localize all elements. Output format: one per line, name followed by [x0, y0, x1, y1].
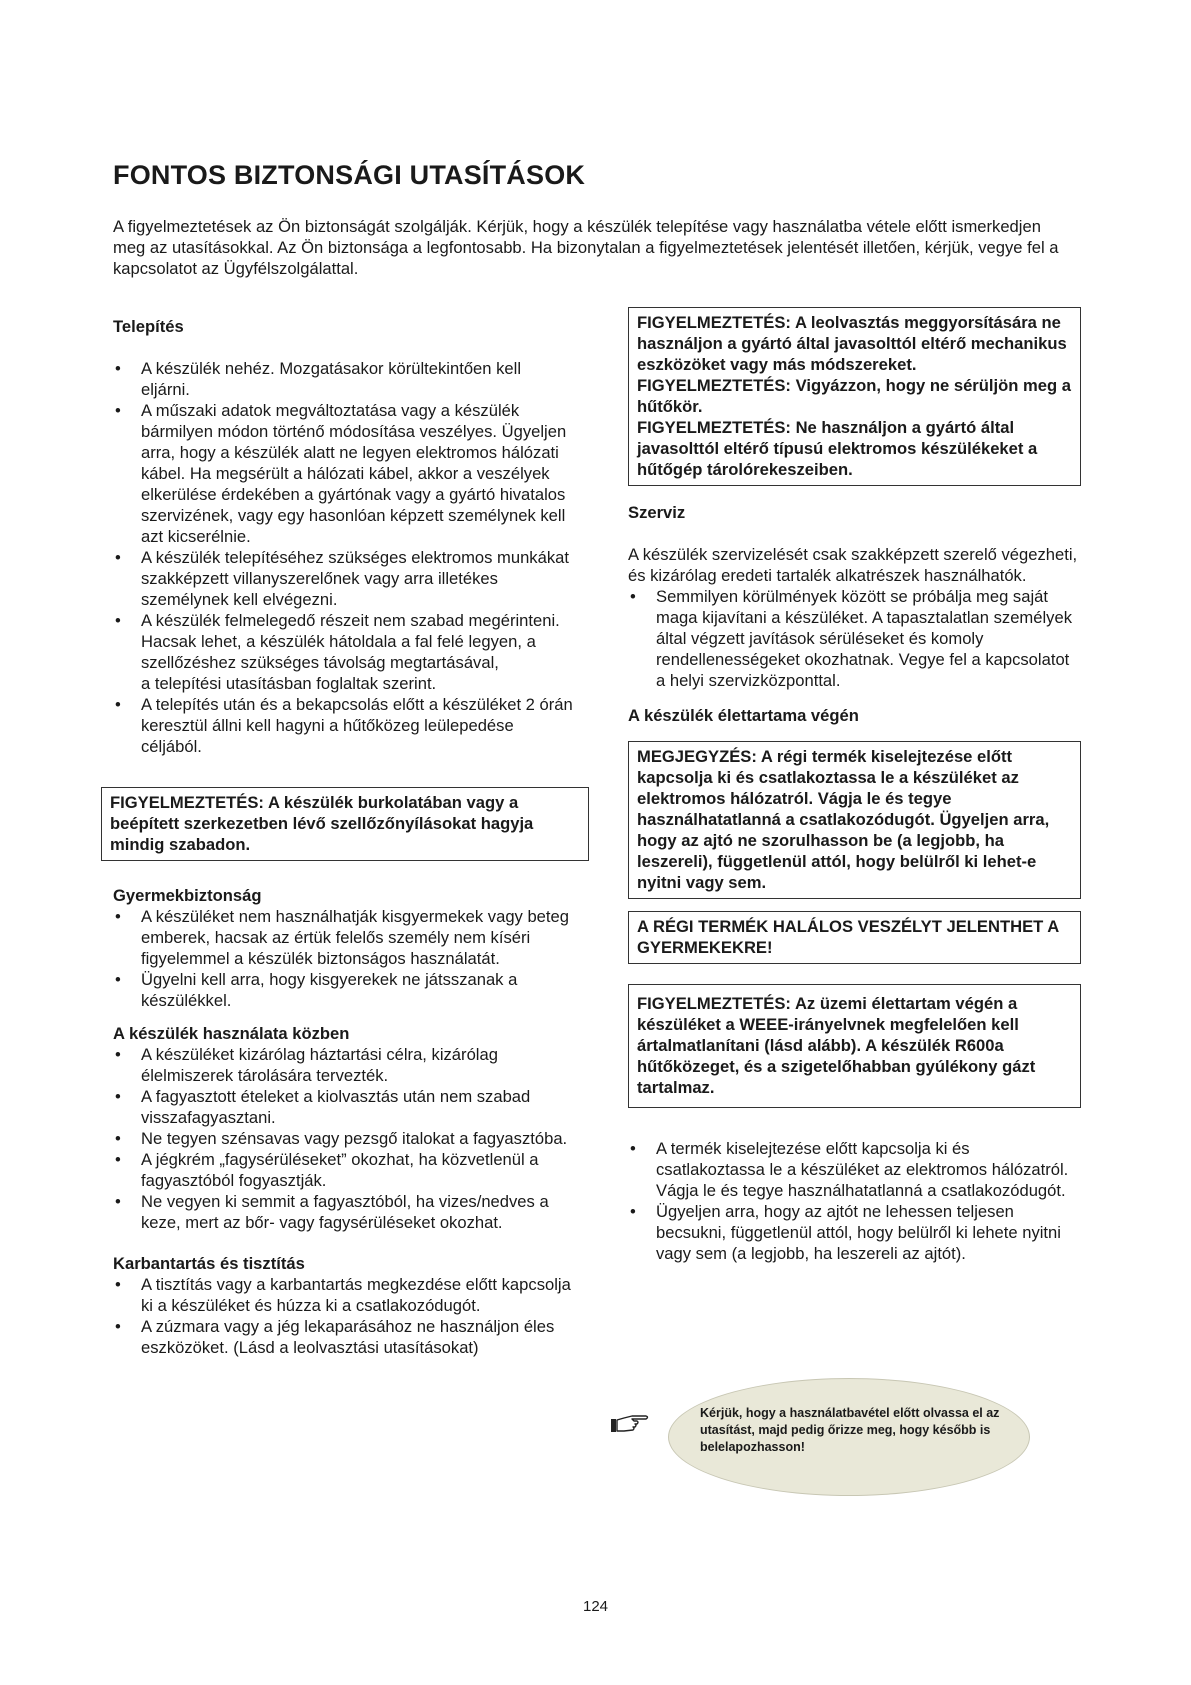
- list-item: • A zúzmara vagy a jég lekaparásához ne használjon éles eszközöket. (Lásd a leolvasztási utasításokat): [113, 1316, 573, 1358]
- section-heading-gyermek: Gyermekbiztonság: [113, 886, 262, 905]
- list-item: • Semmilyen körülmények között se próbálja meg saját maga kijavítani a készüléket. A tapasztalatlan személyek által végzett javítások sérüléseket és komoly rendellenességeket okozhatnak. Vegye fel a kapcsolatot a helyi szervizközponttal.: [628, 586, 1080, 691]
- list-item: • A telepítés után és a bekapcsolás előtt a készüléket 2 órán keresztül állni kell hagyni a hűtőközeg leülepedése céljából.: [113, 694, 573, 757]
- szerviz-paragraph: A készülék szervizelését csak szakképzett szerelő végezheti, és kizárólag eredeti tartalék alkatrészek használhatók.: [628, 545, 1078, 585]
- section-heading-telepites: Telepítés: [113, 317, 184, 336]
- gyermek-list: [113, 906, 573, 1011]
- disposal-list: [628, 1138, 1080, 1264]
- reminder-text: Kérjük, hogy a használatbavétel előtt olvassa el az utasítást, majd pedig őrizze meg, hogy később is belelapozhasson!: [700, 1406, 1000, 1454]
- pointing-hand-icon: [610, 1413, 650, 1435]
- warning-box-defrost: FIGYELMEZTETÉS: A leolvasztás meggyorsítására ne használjon a gyártó által javasolttól eltérő mechanikus eszközöket vagy más módszereket. FIGYELMEZTETÉS: Vigyázzon, hogy ne sérüljön meg a hűtőkör. FIGYELMEZTETÉS: Ne használjon a gyártó által javasolttól eltérő típusú elektromos készülékeket a hűtőgép tárolórekeszeiben.: [628, 307, 1081, 486]
- karbantartas-list: [113, 1274, 573, 1358]
- list-item: • A készülék telepítéséhez szükséges elektromos munkákat szakképzett villanyszerelőnek vagy arra illetékes személynek kell elvégezni.: [113, 547, 573, 610]
- list-item: • A tisztítás vagy a karbantartás megkezdése előtt kapcsolja ki a készüléket és húzza ki a csatlakozódugót.: [113, 1274, 573, 1316]
- list-item: • A készüléket nem használhatják kisgyermekek vagy beteg emberek, hacsak az értük felelős személy nem kíséri figyelemmel a készülék biztonságos használatát.: [113, 906, 573, 969]
- list-item: • A műszaki adatok megváltoztatása vagy a készülék bármilyen módon történő módosítása veszélyes. Ügyeljen arra, hogy a készülék alatt ne legyen elektromos hálózati kábel. Ha megsérült a hálózati kábel, akkor a veszélyek elkerülése érdekében a gyártónak vagy a gyártó hivatalos szervizének, vagy egy hasonlóan képzett személynek kell azt kicserélnie.: [113, 400, 573, 547]
- note-box-disposal: MEGJEGYZÉS: A régi termék kiselejtezése előtt kapcsolja ki és csatlakoztassa le a készüléket az elektromos hálózatról. Vágja le és tegye használhatatlanná a csatlakozódugót. Ügyeljen arra, hogy az ajtó ne szorulhasson be (a legjobb, ha leszereli), függetlenül attól, hogy belülről ki lehet-e nyitni vagy sem.: [628, 741, 1081, 899]
- list-item: • A jégkrém „fagysérüléseket” okozhat, ha közvetlenül a fagyasztóból fogyasztják.: [113, 1149, 573, 1191]
- page-number: 124: [582, 1598, 609, 1615]
- right-column: [628, 307, 1080, 1264]
- list-item: • Ügyelni kell arra, hogy kisgyerekek ne játsszanak a készülékkel.: [113, 969, 573, 1011]
- left-column: [110, 316, 573, 1358]
- warning-box-weee: FIGYELMEZTETÉS: Az üzemi élettartam végén a készüléket a WEEE-irányelvnek megfelelően kell ártalmatlanítani (lásd alább). A készülék R600a hűtőközeget, és a szigetelőhabban gyúlékony gázt tartalmaz.: [628, 984, 1081, 1108]
- section-heading-hasznalat: A készülék használata közben: [113, 1024, 350, 1043]
- list-item: • A készülék nehéz. Mozgatásakor körültekintően kell eljárni.: [113, 358, 573, 400]
- list-item: • Ügyeljen arra, hogy az ajtót ne lehessen teljesen becsukni, függetlenül attól, hogy belülről ki lehete nyitni vagy sem (a legjobb, ha leszereli az ajtót).: [628, 1201, 1080, 1264]
- hasznalat-list: [113, 1044, 573, 1233]
- warning-box-ventilation: FIGYELMEZTETÉS: A készülék burkolatában vagy a beépített szerkezetben lévő szellőzőnyílásokat hagyja mindig szabadon.: [101, 787, 589, 861]
- section-heading-karbantartas: Karbantartás és tisztítás: [113, 1254, 305, 1273]
- danger-box-children: A RÉGI TERMÉK HALÁLOS VESZÉLYT JELENTHET A GYERMEKEKRE!: [628, 911, 1081, 964]
- list-item: • A készülék felmelegedő részeit nem szabad megérinteni. Hacsak lehet, a készülék hátoldala a fal felé legyen, a szellőzéshez szükséges távolság megtartásával, a telepítési utasításban foglaltak szerint.: [113, 610, 573, 694]
- intro-paragraph: A figyelmeztetések az Ön biztonságát szolgálják. Kérjük, hogy a készülék telepítése vagy használatba vétele előtt ismerkedjen meg az utasításokkal. Az Ön biztonsága a legfontosabb. Ha bizonytalan a figyelmeztetések jelentését illetően, kérjük, vegye fel a kapcsolatot az Ügyfélszolgálattal.: [113, 217, 1059, 278]
- list-item: • A készüléket kizárólag háztartási célra, kizárólag élelmiszerek tárolására tervezték.: [113, 1044, 573, 1086]
- list-item: • A fagyasztott ételeket a kiolvasztás után nem szabad visszafagyasztani.: [113, 1086, 573, 1128]
- szerviz-list: [628, 586, 1080, 691]
- page-title: FONTOS BIZTONSÁGI UTASÍTÁSOK: [113, 160, 586, 190]
- section-heading-szerviz: Szerviz: [628, 503, 686, 522]
- list-item: • Ne vegyen ki semmit a fagyasztóból, ha vizes/nedves a keze, mert az bőr- vagy fagysérüléseket okozhat.: [113, 1191, 573, 1233]
- telepites-list: [113, 358, 573, 757]
- section-heading-elettartam: A készülék élettartama végén: [628, 706, 859, 725]
- list-item: • Ne tegyen szénsavas vagy pezsgő italokat a fagyasztóba.: [113, 1128, 573, 1149]
- list-item: • A termék kiselejtezése előtt kapcsolja ki és csatlakoztassa le a készüléket az elektromos hálózatról. Vágja le és tegye használhatatlanná a csatlakozódugót.: [628, 1138, 1080, 1201]
